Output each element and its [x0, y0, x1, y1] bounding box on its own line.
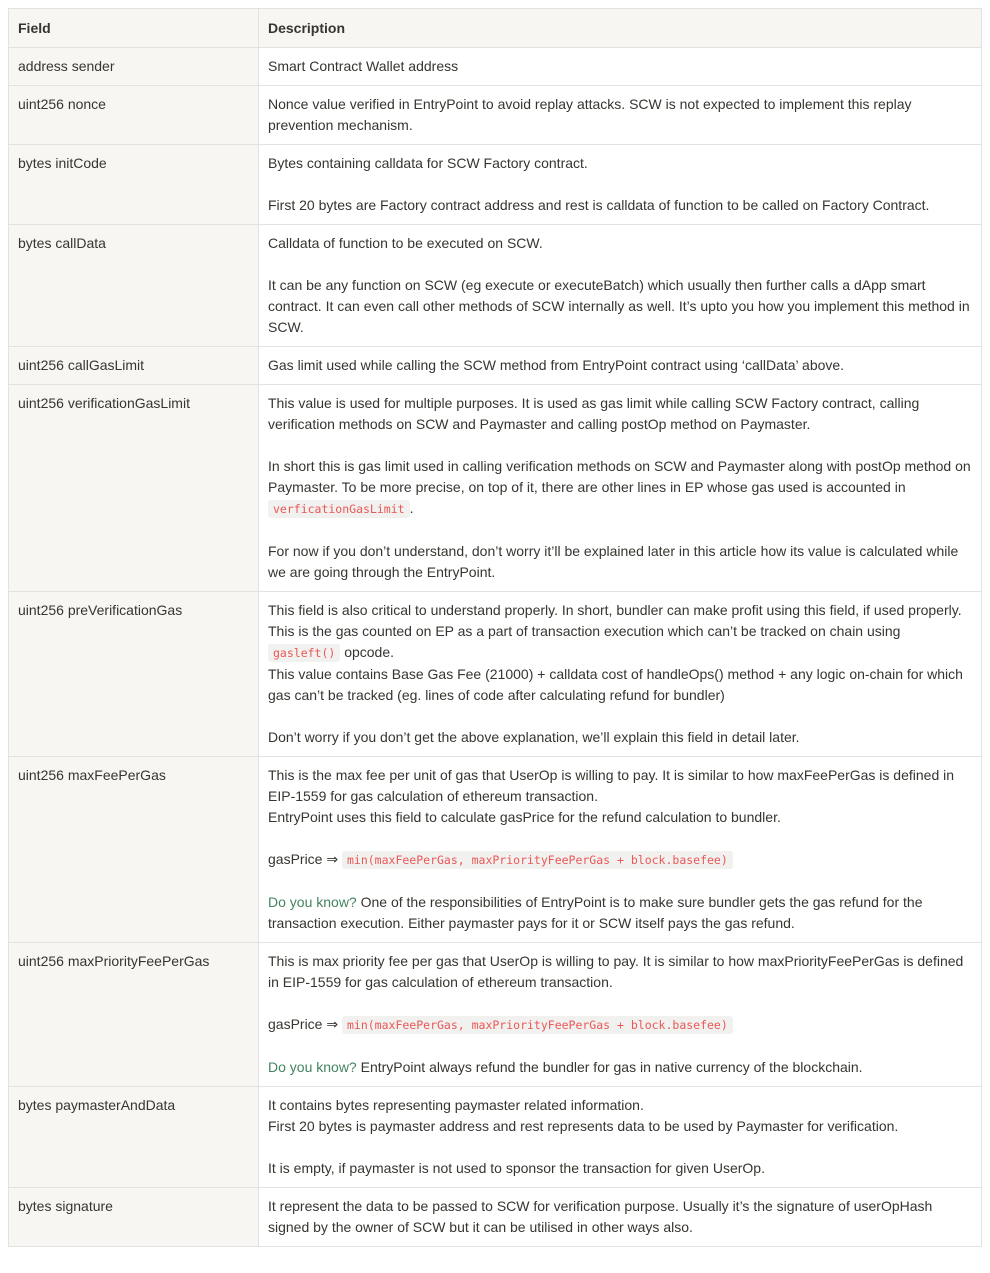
table-row: [9, 48, 982, 86]
description-text: This is max priority fee per gas that UserOp is willing to pay. It is similar to how maxPriorityFeePerGas is defined in EIP-1559 for gas calculation of ethereum transaction.: [268, 953, 964, 990]
field-description: [259, 1087, 982, 1188]
field-name: bytes initCode: [9, 145, 259, 225]
description-text: Calldata of function to be executed on SCW.: [268, 235, 543, 251]
field-name: uint256 nonce: [9, 86, 259, 145]
description-text: It represent the data to be passed to SCW for verification purpose. Usually it’s the signature of userOpHash signed by the owner of SCW but it can be utilised in other ways also.: [268, 1198, 933, 1235]
description-text: EntryPoint uses this field to calculate gasPrice for the refund calculation to bundler.: [268, 809, 781, 825]
description-text-part: This is the gas counted on EP as a part of transaction execution which can’t be tracked on chain using: [268, 623, 901, 639]
table-row: [9, 145, 982, 225]
table-row: [9, 347, 982, 385]
field-description: [259, 943, 982, 1087]
fields-table-container: [8, 8, 981, 1247]
fields-table: [8, 8, 982, 1247]
table-row: [9, 1188, 982, 1247]
table-row: [9, 943, 982, 1087]
description-text: Nonce value verified in EntryPoint to avoid replay attacks. SCW is not expected to implement this replay prevention mechanism.: [268, 96, 912, 133]
table-header-row: [9, 9, 982, 48]
field-description: [259, 225, 982, 347]
field-description: [259, 592, 982, 757]
description-text: [268, 456, 972, 520]
field-name: uint256 verificationGasLimit: [9, 385, 259, 592]
description-text: Gas limit used while calling the SCW method from EntryPoint contract using ‘callData’ above.: [268, 357, 845, 373]
field-name: uint256 maxPriorityFeePerGas: [9, 943, 259, 1087]
description-text: First 20 bytes are Factory contract address and rest is calldata of function to be called on Factory Contract.: [268, 197, 930, 213]
field-description: [259, 86, 982, 145]
formula-label: gasPrice ⇒: [268, 1016, 339, 1032]
inline-code: gasleft(): [268, 644, 340, 662]
description-text: [268, 1057, 972, 1078]
field-name: uint256 maxFeePerGas: [9, 757, 259, 943]
description-text: First 20 bytes is paymaster address and rest represents data to be used by Paymaster for verification.: [268, 1118, 899, 1134]
field-description: [259, 48, 982, 86]
description-text: This is the max fee per unit of gas that UserOp is willing to pay. It is similar to how maxFeePerGas is defined in EIP-1559 for gas calculation of ethereum transaction.: [268, 767, 955, 804]
description-text: For now if you don’t understand, don’t worry it’ll be explained later in this article how its value is calculated while we are going through the EntryPoint.: [268, 543, 959, 580]
description-text-part: In short this is gas limit used in calling verification methods on SCW and Paymaster along with postOp method on Paymaster. To be more precise, on top of it, there are other lines in EP whose gas used is accounted in: [268, 458, 971, 495]
description-text-part: opcode.: [344, 644, 395, 660]
description-text: Don’t worry if you don’t get the above explanation, we’ll explain this field in detail later.: [268, 729, 800, 745]
formula-line: [268, 849, 972, 871]
field-name: uint256 preVerificationGas: [9, 592, 259, 757]
description-text: This value contains Base Gas Fee (21000) + calldata cost of handleOps() method + any logic on-chain for which gas can’t be tracked (eg. lines of code after calculating refund for bundler): [268, 666, 963, 703]
field-name: uint256 callGasLimit: [9, 347, 259, 385]
description-text: It contains bytes representing paymaster related information.: [268, 1097, 644, 1113]
table-row: [9, 385, 982, 592]
field-name: address sender: [9, 48, 259, 86]
inline-code: min(maxFeePerGas, maxPriorityFeePerGas + block.basefee): [342, 1016, 733, 1034]
header-description: Description: [259, 9, 982, 48]
table-row: [9, 1087, 982, 1188]
description-text-part: .: [409, 500, 414, 516]
description-text: Bytes containing calldata for SCW Factory contract.: [268, 155, 588, 171]
field-name: bytes paymasterAndData: [9, 1087, 259, 1188]
field-description: [259, 385, 982, 592]
table-row: [9, 757, 982, 943]
field-name: bytes signature: [9, 1188, 259, 1247]
description-text: [268, 892, 972, 934]
description-text: This field is also critical to understand properly. In short, bundler can make profit using this field, if used properly.: [268, 602, 962, 618]
description-text: It is empty, if paymaster is not used to sponsor the transaction for given UserOp.: [268, 1160, 765, 1176]
field-name: bytes callData: [9, 225, 259, 347]
do-you-know-label: Do you know?: [268, 894, 357, 910]
description-text-part: One of the responsibilities of EntryPoint is to make sure bundler gets the gas refund for the transaction execution. Either paymaster pays for it or SCW itself pays the gas refund.: [268, 894, 923, 931]
table-row: [9, 86, 982, 145]
formula-label: gasPrice ⇒: [268, 851, 339, 867]
formula-line: [268, 1014, 972, 1036]
description-text: [268, 621, 972, 664]
description-text-part: EntryPoint always refund the bundler for gas in native currency of the blockchain.: [360, 1059, 863, 1075]
inline-code: verficationGasLimit: [268, 500, 410, 518]
description-text: Smart Contract Wallet address: [268, 58, 459, 74]
field-description: [259, 145, 982, 225]
do-you-know-label: Do you know?: [268, 1059, 357, 1075]
description-text: It can be any function on SCW (eg execute or executeBatch) which usually then further calls a dApp smart contract. It can even call other methods of SCW internally as well. It’s upto you how you implement this method in SCW.: [268, 277, 970, 335]
description-text: This value is used for multiple purposes. It is used as gas limit while calling SCW Factory contract, calling verification methods on SCW and Paymaster and calling postOp method on Paymaster.: [268, 395, 920, 432]
header-field: Field: [9, 9, 259, 48]
table-row: [9, 225, 982, 347]
inline-code: min(maxFeePerGas, maxPriorityFeePerGas + block.basefee): [342, 851, 733, 869]
field-description: [259, 347, 982, 385]
field-description: [259, 1188, 982, 1247]
field-description: [259, 757, 982, 943]
table-row: [9, 592, 982, 757]
